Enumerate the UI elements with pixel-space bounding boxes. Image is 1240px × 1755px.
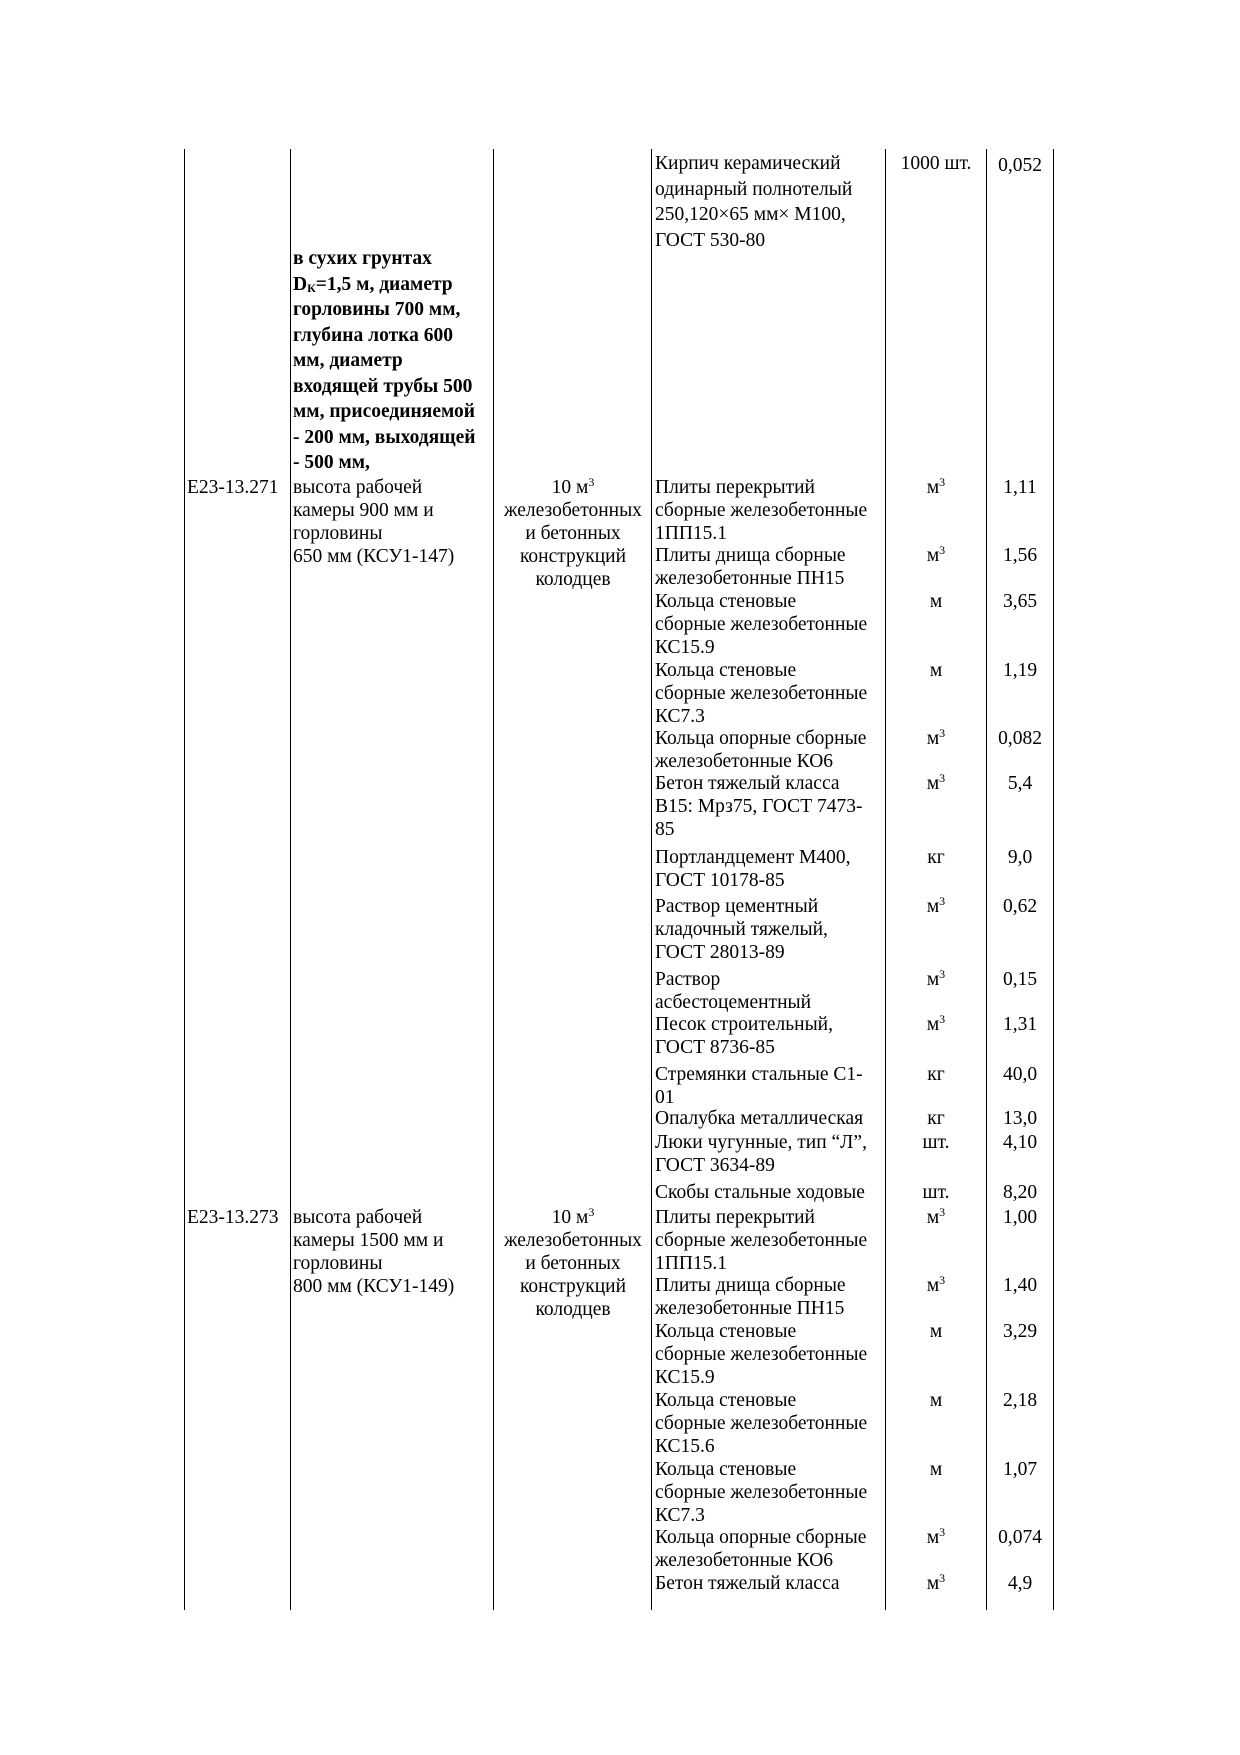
dk-symbol: $D_К$ — [293, 273, 316, 295]
material-value: 0,082 — [998, 728, 1042, 749]
material-name: Плиты днища сборные железобетонные ПН15 — [655, 1275, 846, 1319]
norm-code: Е23-13.271 — [187, 477, 279, 498]
material-unit: шт. — [922, 1132, 950, 1153]
material-value: 40,0 — [1002, 1064, 1038, 1085]
material-value: 1,56 — [1002, 545, 1038, 566]
material-name: Плиты перекрытий сборные железобетонные 1ПП15.1 — [655, 477, 868, 544]
material-unit: кг — [927, 1108, 945, 1129]
material-unit: м — [929, 591, 943, 612]
material-name: Раствор цементный кладочный тяжелый, ГОСТ 28013-89 — [655, 896, 828, 963]
material-name: Кольца опорные сборные железобетонные КО6 — [655, 1527, 867, 1571]
material-name: Стремянки стальные С1- 01 — [655, 1064, 863, 1108]
material-value: 9,0 — [1007, 847, 1033, 868]
material-name: Песок строительный, ГОСТ 8736-85 — [655, 1014, 833, 1058]
material-value: 4,9 — [1007, 1573, 1033, 1594]
material-name: Кольца стеновые сборные железобетонные КС7.3 — [655, 1459, 868, 1526]
material-name: Кольца стеновые сборные железобетонные КС7.3 — [655, 660, 868, 727]
material-unit: $м^3$ — [926, 1525, 946, 1548]
material-name: Плиты днища сборные железобетонные ПН15 — [655, 545, 846, 589]
material-unit: $м^3$ — [926, 894, 946, 917]
material-name: Бетон тяжелый класса — [655, 1573, 840, 1594]
material-name: Бетон тяжелый класса В15: Мрз75, ГОСТ 7473- 85 — [655, 773, 863, 840]
material-unit: кг — [927, 847, 945, 868]
material-value: 1,00 — [1002, 1207, 1038, 1228]
material-name: Раствор асбестоцементный — [655, 969, 812, 1013]
material-name: Кольца стеновые сборные железобетонные КС15.9 — [655, 591, 868, 658]
material-value: 1,40 — [1002, 1275, 1038, 1296]
material-name: Плиты перекрытий сборные железобетонные 1ПП15.1 — [655, 1207, 868, 1274]
work-description: высота рабочей камеры 900 мм и горловины 650 мм (КСУ1-147) — [293, 477, 455, 567]
work-description-intro: в сухих грунтах $D_К=1,5$ м, диаметр горловины 700 мм, глубина лотка 600 мм, диаметр входящей трубы 500 мм, присоединяемой - 200 мм, выходящей - 500 мм, — [293, 248, 476, 473]
material-value: 5,4 — [1007, 773, 1033, 794]
table-border-col3 — [493, 149, 494, 1610]
unit-of-measure: 10 $м^3$ железобетонных и бетонных конструкций колодцев — [504, 475, 642, 590]
material-value: 0,15 — [1002, 969, 1038, 990]
material-unit: $м^3$ — [926, 475, 946, 498]
material-value: 3,65 — [1002, 591, 1038, 612]
material-unit: м — [929, 660, 943, 681]
material-value: 1,07 — [1002, 1459, 1038, 1480]
material-value: 4,10 — [1002, 1132, 1038, 1153]
material-name: Кольца опорные сборные железобетонные КО6 — [655, 728, 867, 772]
material-unit: $м^3$ — [926, 1012, 946, 1035]
material-name: Скобы стальные ходовые — [655, 1182, 865, 1203]
material-value-first: 0,052 — [998, 155, 1042, 176]
table-border-left — [184, 149, 185, 1610]
material-unit: м — [929, 1390, 943, 1411]
unit-of-measure: 10 $м^3$ железобетонных и бетонных конструкций колодцев — [504, 1205, 642, 1320]
material-name: Кольца стеновые сборные железобетонные КС15.6 — [655, 1390, 868, 1457]
material-name: Опалубка металлическая — [655, 1108, 864, 1129]
norm-code: Е23-13.273 — [187, 1207, 279, 1228]
material-unit-first: 1000 шт. — [900, 153, 972, 174]
material-value: 0,62 — [1002, 896, 1038, 917]
material-unit: $м^3$ — [926, 1273, 946, 1296]
material-unit: м — [929, 1321, 943, 1342]
material-value: 3,29 — [1002, 1321, 1038, 1342]
material-unit: кг — [927, 1064, 945, 1085]
table-border-col5 — [885, 149, 886, 1610]
material-unit: м — [929, 1459, 943, 1480]
material-unit: $м^3$ — [926, 771, 946, 794]
material-value: 1,11 — [1003, 477, 1037, 498]
material-value: 1,31 — [1002, 1014, 1038, 1035]
material-unit: $м^3$ — [926, 967, 946, 990]
material-name: Люки чугунные, тип “Л”, ГОСТ 3634-89 — [655, 1132, 867, 1176]
material-value: 0,074 — [998, 1527, 1042, 1548]
material-unit: $м^3$ — [926, 1205, 946, 1228]
material-name-first: Кирпич керамический одинарный полнотелый 250,120×65 мм× М100, ГОСТ 530-80 — [655, 153, 853, 251]
material-unit: шт. — [922, 1182, 950, 1203]
material-name: Портландцемент М400, ГОСТ 10178-85 — [655, 847, 851, 891]
work-description: высота рабочей камеры 1500 мм и горловины 800 мм (КСУ1-149) — [293, 1207, 455, 1297]
material-name: Кольца стеновые сборные железобетонные КС15.9 — [655, 1321, 868, 1388]
material-value: 13,0 — [1002, 1108, 1038, 1129]
table-border-right — [1053, 149, 1054, 1610]
material-value: 8,20 — [1002, 1182, 1038, 1203]
material-value: 2,18 — [1002, 1390, 1038, 1411]
material-unit: $м^3$ — [926, 1571, 946, 1594]
material-unit: $м^3$ — [926, 543, 946, 566]
table-border-col6 — [986, 149, 987, 1610]
material-unit: $м^3$ — [926, 726, 946, 749]
table-border-col4 — [651, 149, 652, 1610]
material-value: 1,19 — [1002, 660, 1038, 681]
table-border-col2 — [290, 149, 291, 1610]
